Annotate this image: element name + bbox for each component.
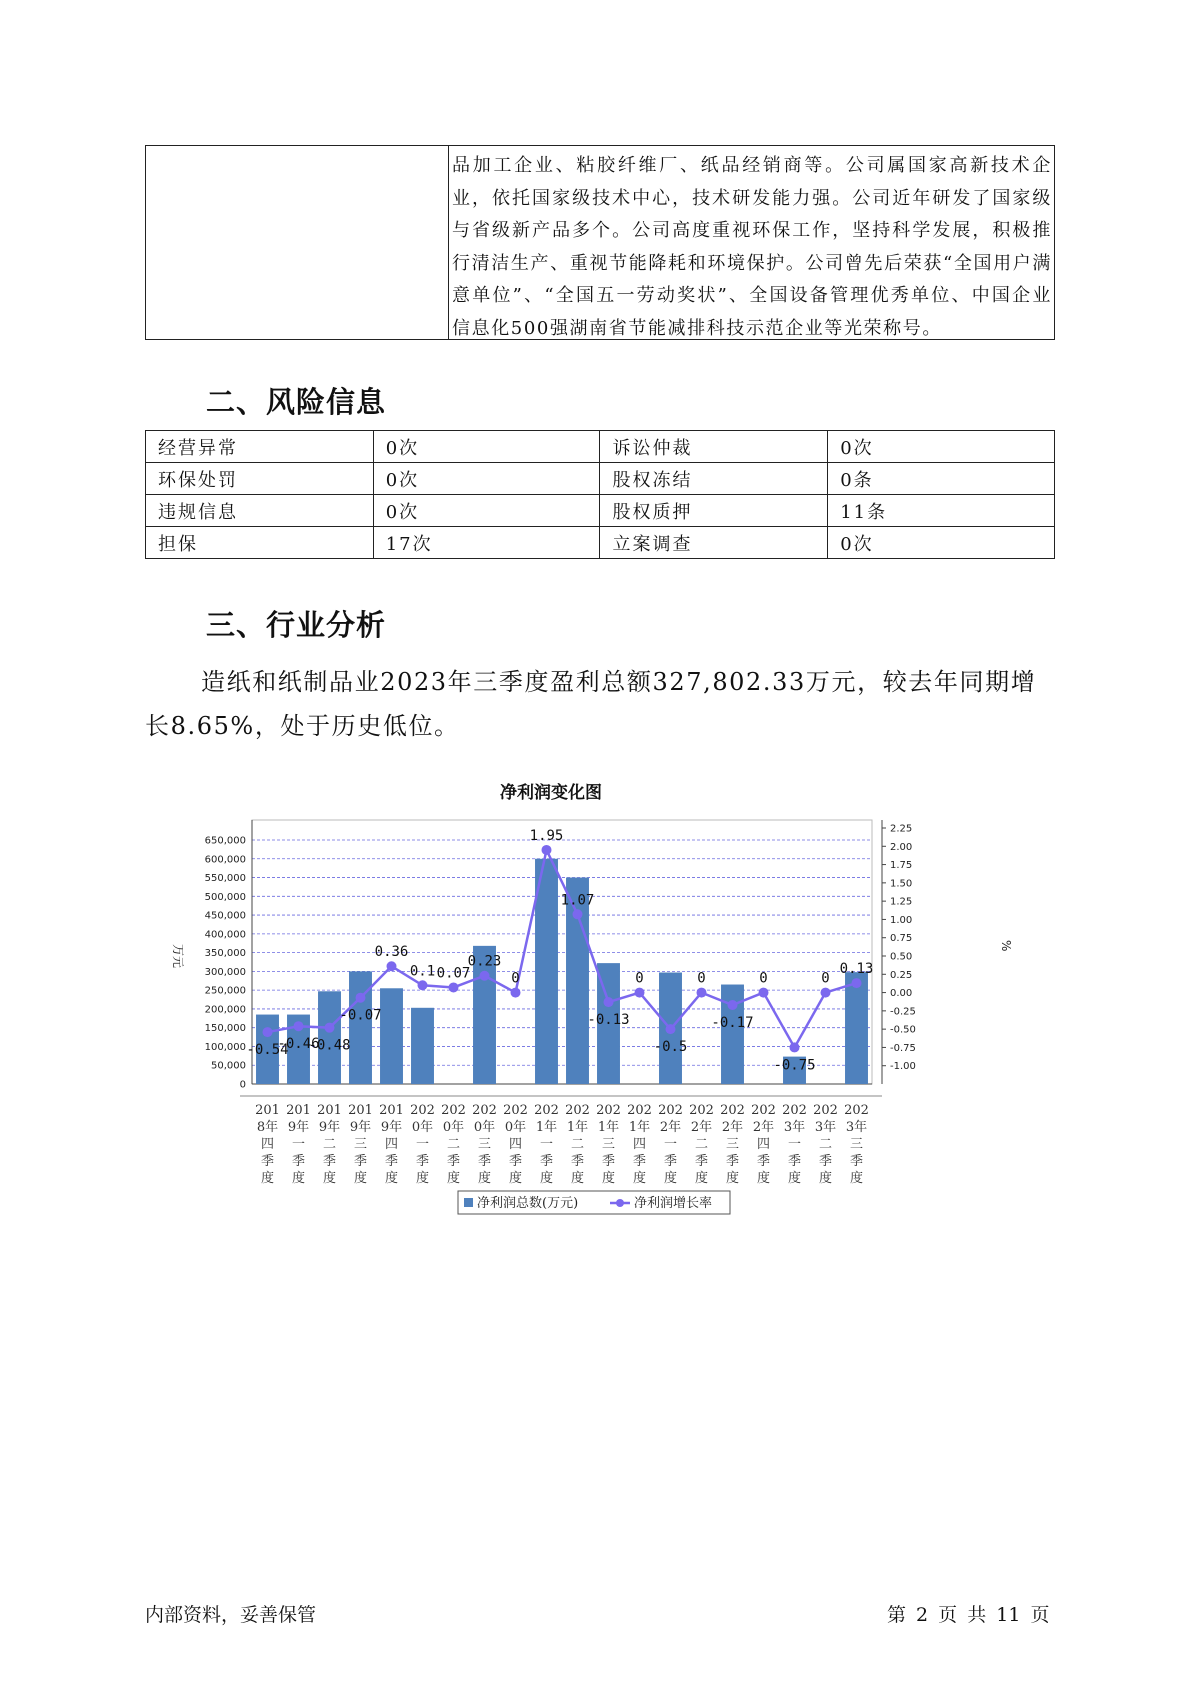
risk-cell: 17次 [373,527,600,559]
right-tick-label: 0.00 [890,988,913,1000]
category-label: 一 [663,1137,678,1152]
category-label: 0年 [473,1120,496,1135]
category-label: 度 [384,1171,399,1186]
category-label: 度 [849,1171,864,1186]
left-tick-label: 550,000 [204,873,246,885]
left-tick-label: 200,000 [204,1004,246,1016]
footer-confidential: 内部资料，妥善保管 [145,1604,317,1626]
growth-rate-label: -0.75 [773,1057,816,1074]
category-label: 二 [322,1137,337,1152]
growth-rate-label: 0.36 [374,944,409,961]
category-label: 2年 [721,1120,744,1135]
left-tick-label: 0 [239,1079,246,1091]
risk-cell: 违规信息 [146,495,374,527]
category-label: 202 [689,1103,714,1118]
left-tick-label: 350,000 [204,948,246,960]
growth-rate-point [325,1023,335,1033]
category-label: 8年 [256,1120,279,1135]
growth-rate-point [387,961,397,971]
right-tick-label: 2.00 [890,841,913,853]
category-label: 202 [565,1103,590,1118]
category-label: 季 [725,1154,740,1169]
legend-bar-label: 净利润总数(万元) [477,1196,579,1211]
category-label: 0年 [411,1120,434,1135]
category-label: 201 [255,1103,280,1118]
category-label: 2年 [690,1120,713,1135]
left-tick-label: 650,000 [204,835,246,847]
growth-rate-label: 0 [635,970,644,987]
category-label: 度 [353,1171,368,1186]
category-label: 度 [322,1171,337,1186]
category-label: 季 [694,1154,709,1169]
category-label: 季 [322,1154,337,1169]
category-label: 一 [787,1137,802,1152]
growth-rate-point [480,971,490,981]
growth-rate-label: 0.23 [467,953,502,970]
category-label: 0年 [442,1120,465,1135]
category-label: 二 [818,1137,833,1152]
growth-rate-label: -0.17 [711,1015,754,1032]
category-label: 度 [725,1171,740,1186]
category-label: 202 [472,1103,497,1118]
growth-rate-label: 1.07 [560,892,595,909]
category-label: 202 [410,1103,435,1118]
bar [845,972,868,1084]
growth-rate-label: 0.07 [436,965,471,982]
growth-rate-point [449,982,459,992]
industry-analysis-text [145,660,1055,748]
category-label: 3年 [814,1120,837,1135]
left-axis-title: 万元 [171,944,185,969]
right-tick-label: 2.25 [890,823,913,835]
category-label: 季 [570,1154,585,1169]
category-label: 202 [627,1103,652,1118]
risk-cell: 股权质押 [600,495,828,527]
category-label: 201 [348,1103,373,1118]
category-label: 202 [782,1103,807,1118]
growth-rate-label: -0.5 [653,1039,688,1056]
risk-cell: 环保处罚 [146,463,374,495]
category-label: 度 [446,1171,461,1186]
growth-rate-label: 0 [697,970,706,987]
category-label: 1年 [628,1120,651,1135]
category-label: 1年 [535,1120,558,1135]
growth-rate-point [294,1021,304,1031]
category-label: 三 [601,1137,616,1152]
net-profit-chart [160,810,1040,1230]
category-label: 季 [663,1154,678,1169]
risk-row [146,431,1055,463]
category-label: 度 [756,1171,771,1186]
bar [566,878,589,1084]
right-axis-title: % [999,940,1013,952]
right-tick-label: -0.25 [890,1006,916,1018]
category-label: 202 [751,1103,776,1118]
right-tick-label: 0.75 [890,933,913,945]
chart-title: 净利润变化图 [500,783,602,803]
category-label: 201 [286,1103,311,1118]
category-label: 1年 [597,1120,620,1135]
category-label: 季 [601,1154,616,1169]
growth-rate-point [635,988,645,998]
category-label: 202 [534,1103,559,1118]
category-label: 三 [477,1137,492,1152]
category-label: 度 [601,1171,616,1186]
company-intro-table [145,145,1055,340]
growth-rate-point [263,1027,273,1037]
category-label: 度 [415,1171,430,1186]
growth-rate-point [759,988,769,998]
risk-cell: 0次 [828,527,1055,559]
growth-rate-point [790,1042,800,1052]
growth-rate-label: 1.95 [529,827,564,844]
growth-rate-point [697,988,707,998]
category-label: 四 [508,1137,523,1152]
risk-cell: 立案调查 [600,527,828,559]
category-label: 9年 [380,1120,403,1135]
category-label: 季 [384,1154,399,1169]
risk-cell: 0次 [828,431,1055,463]
category-label: 度 [477,1171,492,1186]
risk-row [146,463,1055,495]
right-tick-label: -0.50 [890,1024,916,1036]
category-label: 季 [508,1154,523,1169]
category-label: 四 [756,1137,771,1152]
intro-text: 品加工企业、粘胶纤维厂、纸品经销商等。公司属国家高新技术企业，依托国家级技术中心，技术研发能力强。公司近年研发了国家级与省级新产品多个。公司高度重视环保工作，坚持科学发展，积极推行清洁生产、重视节能降耗和环境保护。公司曾先后荣获“全国用户满意单位”、“全国五一劳动奖状”、全国设备管理优秀单位、中国企业信息化500强湖南省节能减排科技示范企业等光荣称号。 [452,155,1052,339]
legend-line-marker [616,1199,624,1207]
category-label: 季 [477,1154,492,1169]
growth-rate-label: -0.07 [339,1007,382,1024]
category-label: 度 [632,1171,647,1186]
right-tick-label: 1.00 [890,914,913,926]
category-label: 三 [849,1137,864,1152]
category-label: 202 [720,1103,745,1118]
left-tick-label: 400,000 [204,929,246,941]
growth-rate-point [542,845,552,855]
category-label: 季 [415,1154,430,1169]
left-tick-label: 450,000 [204,910,246,922]
right-tick-label: -1.00 [890,1061,916,1073]
category-label: 三 [725,1137,740,1152]
growth-rate-label: 0 [759,970,768,987]
right-tick-label: 1.50 [890,878,913,890]
category-label: 201 [379,1103,404,1118]
risk-cell: 0次 [373,463,600,495]
growth-rate-label: 0.13 [839,961,874,978]
category-label: 2年 [752,1120,775,1135]
bar [721,985,744,1084]
category-label: 9年 [318,1120,341,1135]
bar [411,1008,434,1084]
risk-row [146,495,1055,527]
growth-rate-point [852,978,862,988]
growth-rate-point [666,1024,676,1034]
category-label: 季 [787,1154,802,1169]
growth-rate-label: -0.13 [587,1012,630,1029]
risk-row [146,527,1055,559]
growth-rate-label: 0 [821,970,830,987]
risk-cell: 股权冻结 [600,463,828,495]
category-label: 度 [787,1171,802,1186]
category-label: 202 [658,1103,683,1118]
footer-page-number: 第 2 页 共 11 页 [887,1604,1050,1626]
category-label: 度 [570,1171,585,1186]
right-tick-label: 1.75 [890,860,913,872]
category-label: 季 [849,1154,864,1169]
category-label: 季 [291,1154,306,1169]
growth-rate-point [511,988,521,998]
category-label: 202 [503,1103,528,1118]
category-label: 季 [260,1154,275,1169]
growth-rate-label: 0 [511,970,520,987]
risk-cell: 0次 [373,495,600,527]
left-tick-label: 100,000 [204,1041,246,1053]
category-label: 三 [353,1137,368,1152]
growth-rate-point [728,1000,738,1010]
category-label: 度 [508,1171,523,1186]
right-tick-label: -0.75 [890,1042,916,1054]
category-label: 201 [317,1103,342,1118]
left-tick-label: 250,000 [204,985,246,997]
growth-rate-label: 0.1 [409,963,436,980]
category-label: 度 [818,1171,833,1186]
growth-rate-point [418,980,428,990]
category-label: 202 [596,1103,621,1118]
category-label: 度 [291,1171,306,1186]
category-label: 二 [446,1137,461,1152]
category-label: 3年 [783,1120,806,1135]
category-label: 度 [663,1171,678,1186]
category-label: 季 [353,1154,368,1169]
risk-cell: 0条 [828,463,1055,495]
legend-line-label: 净利润增长率 [634,1196,713,1211]
risk-cell: 担保 [146,527,374,559]
category-label: 季 [446,1154,461,1169]
category-label: 一 [415,1137,430,1152]
category-label: 季 [539,1154,554,1169]
growth-rate-point [604,997,614,1007]
section-title-risk: 二、风险信息 [206,385,387,419]
category-label: 季 [756,1154,771,1169]
category-label: 一 [539,1137,554,1152]
right-tick-label: 1.25 [890,896,913,908]
category-label: 四 [260,1137,275,1152]
risk-cell: 11条 [828,495,1055,527]
analysis-text: 造纸和纸制品业2023年三季度盈利总额327,802.33万元，较去年同期增长8.65%，处于历史低位。 [145,668,1037,740]
category-label: 季 [632,1154,647,1169]
category-label: 9年 [349,1120,372,1135]
risk-cell: 0次 [373,431,600,463]
risk-cell: 经营异常 [146,431,374,463]
category-label: 季 [818,1154,833,1169]
category-label: 一 [291,1137,306,1152]
category-label: 202 [441,1103,466,1118]
growth-rate-label: -0.54 [246,1042,289,1059]
legend-bar-swatch [464,1198,473,1207]
left-tick-label: 600,000 [204,854,246,866]
category-label: 四 [632,1137,647,1152]
bar [380,988,403,1084]
category-label: 0年 [504,1120,527,1135]
right-tick-label: 0.25 [890,969,913,981]
category-label: 3年 [845,1120,868,1135]
category-label: 度 [694,1171,709,1186]
category-label: 9年 [287,1120,310,1135]
growth-rate-label: -0.46 [277,1036,320,1053]
growth-rate-point [821,988,831,998]
category-label: 1年 [566,1120,589,1135]
risk-table [145,430,1055,559]
left-tick-label: 150,000 [204,1023,246,1035]
left-tick-label: 500,000 [204,891,246,903]
category-label: 202 [844,1103,869,1118]
category-label: 度 [539,1171,554,1186]
category-label: 四 [384,1137,399,1152]
category-label: 2年 [659,1120,682,1135]
category-label: 度 [260,1171,275,1186]
category-label: 二 [694,1137,709,1152]
right-tick-label: 0.50 [890,951,913,963]
growth-rate-label: -0.48 [308,1037,351,1054]
growth-rate-point [573,909,583,919]
left-tick-label: 50,000 [211,1060,246,1072]
growth-rate-point [356,993,366,1003]
risk-cell: 诉讼仲裁 [600,431,828,463]
intro-label-cell [146,146,449,339]
category-label: 二 [570,1137,585,1152]
category-label: 202 [813,1103,838,1118]
left-tick-label: 300,000 [204,966,246,978]
section-title-industry: 三、行业分析 [206,608,387,642]
